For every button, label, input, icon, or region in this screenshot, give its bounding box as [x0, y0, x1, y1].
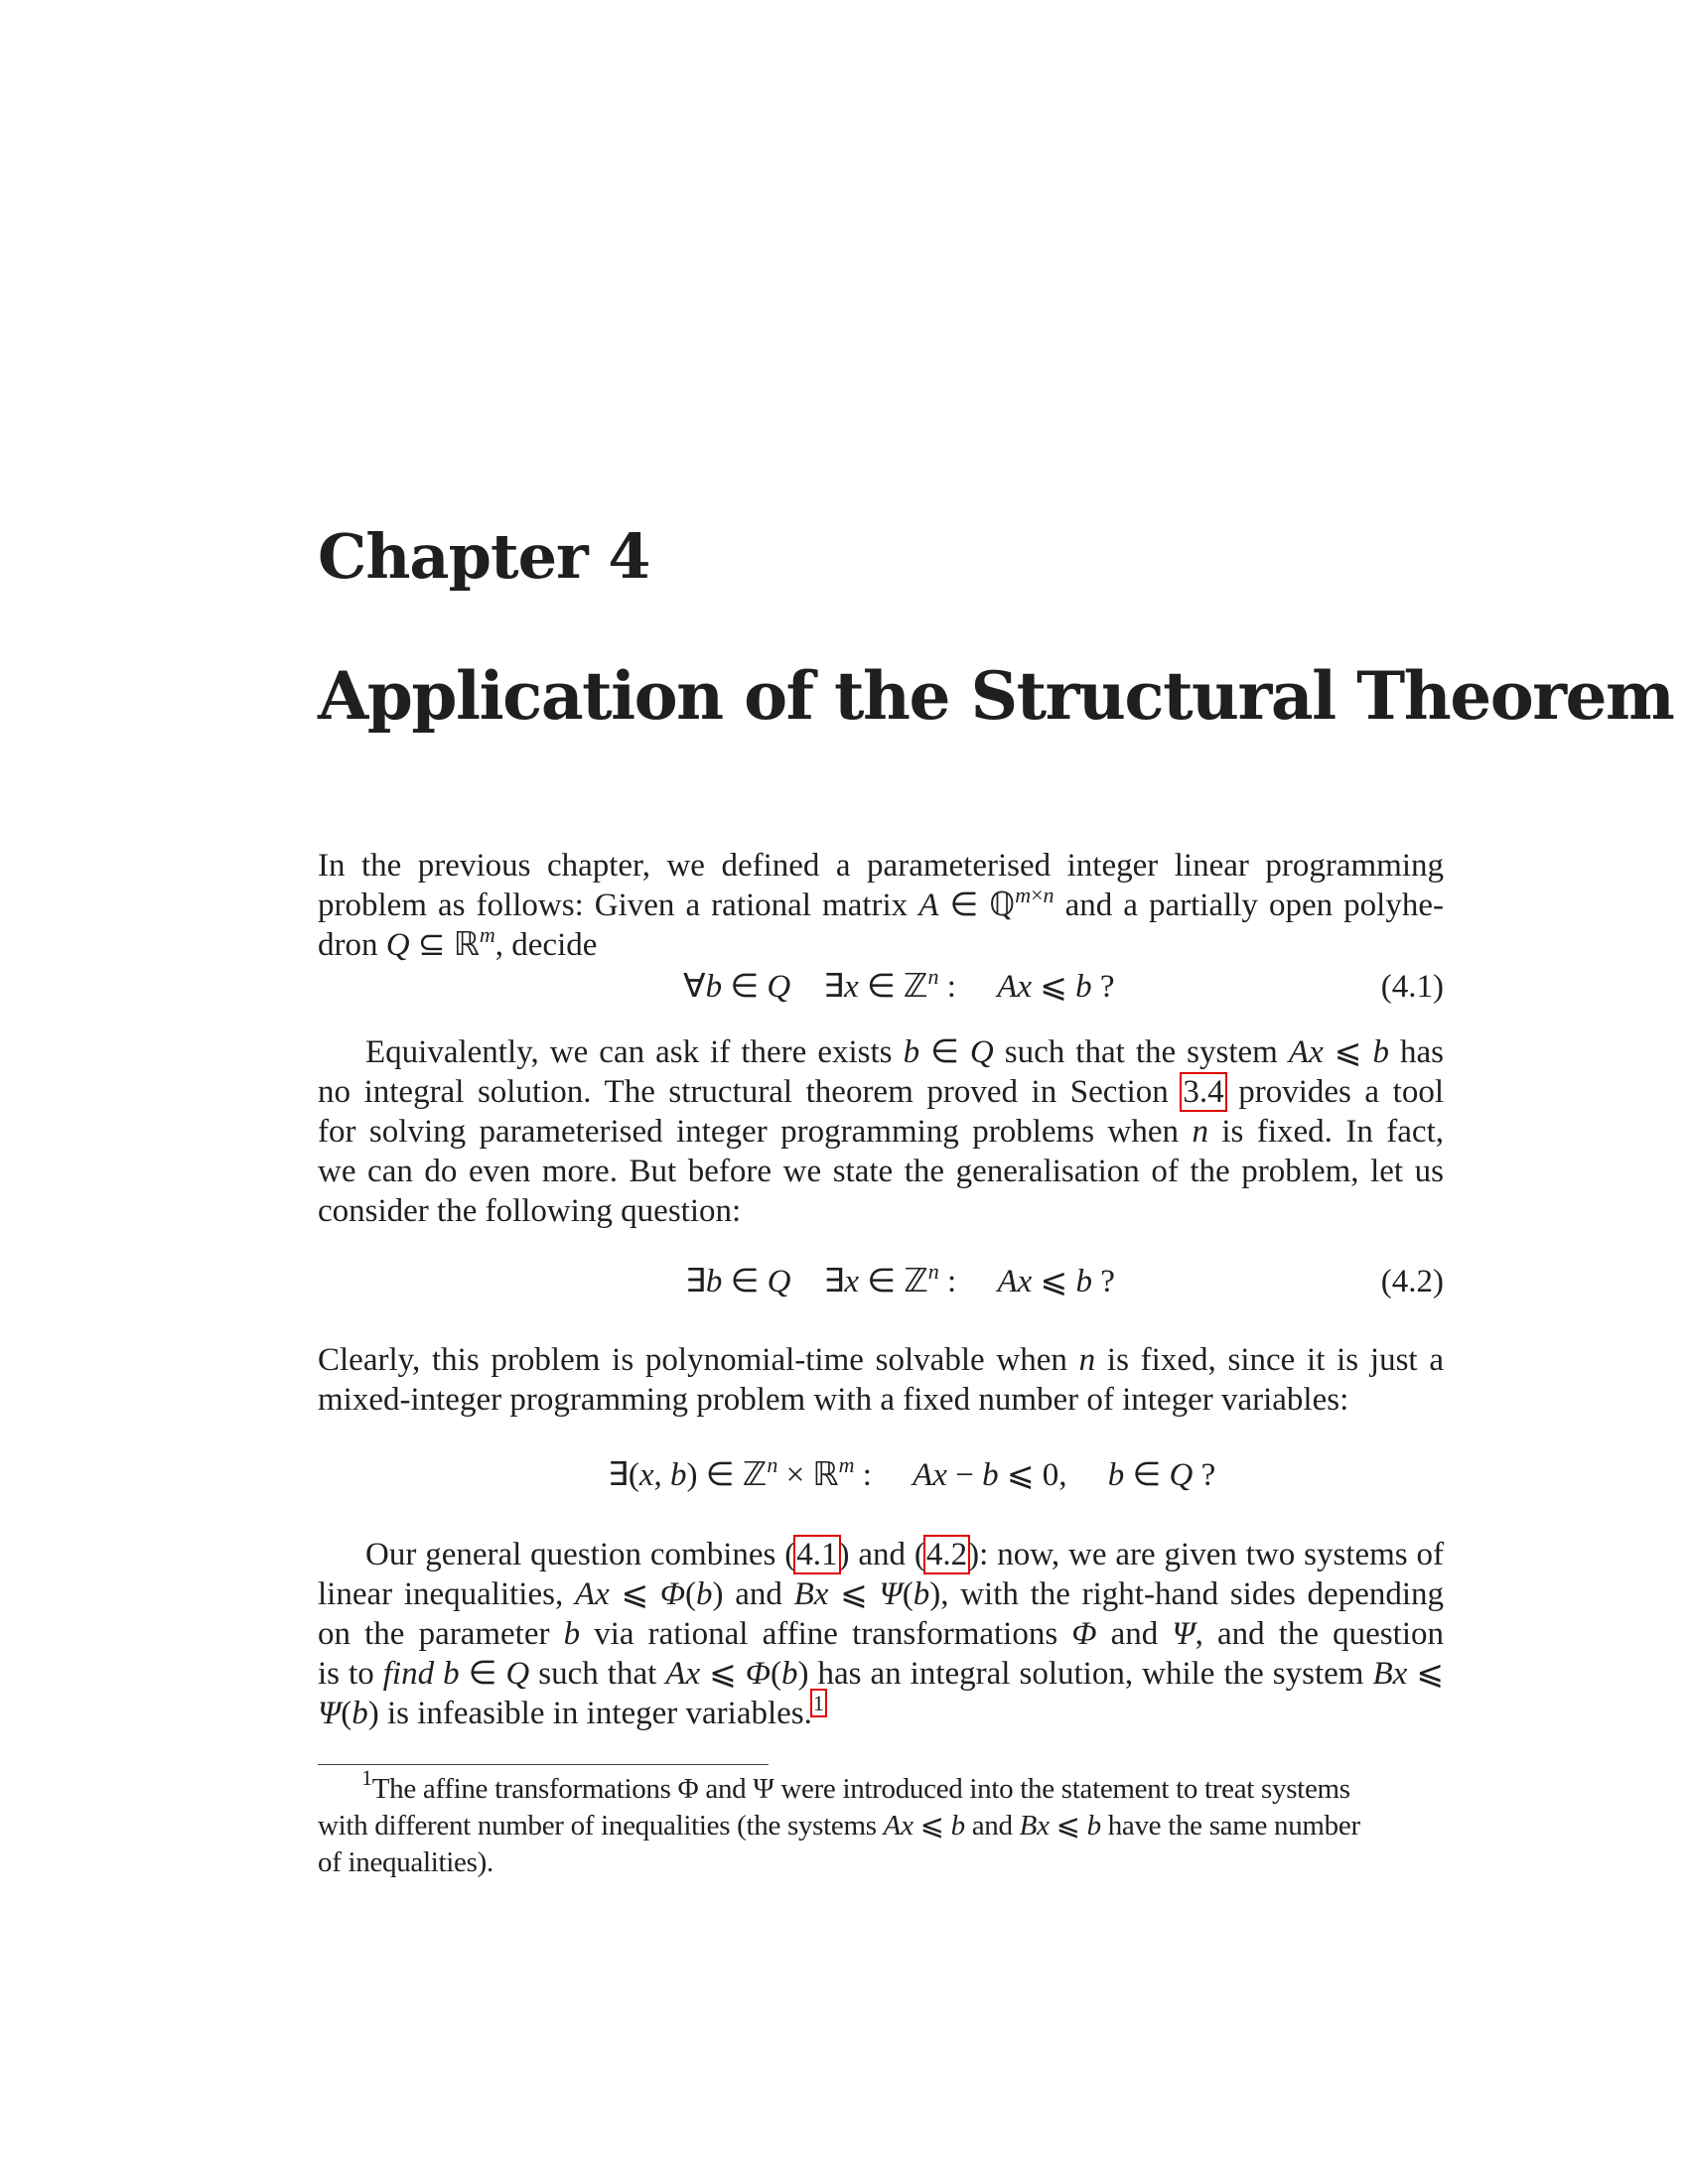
- equation-mixed-integer: ∃(x, b) ∈ ℤ$^n$ × ℝ$^m$ : Ax − b ⩽ 0, b ∈ Q ?: [608, 1452, 1216, 1493]
- equation-number-4-2: (4.2): [1380, 1264, 1444, 1299]
- paragraph-3-line-2: mixed-integer programming problem with a fixed number of integer variables:: [318, 1382, 1349, 1418]
- footnote-line-3: of inequalities).: [318, 1846, 493, 1878]
- footnote-1-link[interactable]: 1: [812, 1691, 824, 1715]
- paragraph-2-line-2: no integral solution. The structural theorem proved in Section 3.4 provides a tool: [318, 1074, 1445, 1110]
- footnote-line-2: with different number of inequalities (the systems Ax ⩽ b and Bx ⩽ b have the same number: [318, 1810, 1360, 1842]
- footnote-mark: 1: [361, 1765, 372, 1790]
- paragraph-4-line-1: Our general question combines (4.1) and (4.2): now, we are given two systems of: [365, 1537, 1445, 1572]
- equation-4-1: ∀b ∈ Q ∃x ∈ ℤ$^n$ : Ax ⩽ b ?: [683, 964, 1115, 1005]
- chapter-title: Application of the Structural Theorem: [318, 657, 1674, 735]
- paragraph-4-line-3: on the parameter b via rational affine transformations Φ and Ψ, and the question: [318, 1616, 1444, 1652]
- footnote-line-1: $^1$The affine transformations Φ and Ψ were introduced into the statement to treat systems: [361, 1765, 1350, 1805]
- equation-4-2: ∃b ∈ Q ∃x ∈ ℤ$^n$ : Ax ⩽ b ?: [685, 1259, 1115, 1299]
- paragraph-2-line-4: we can do even more. But before we state the generalisation of the problem, let us: [318, 1154, 1444, 1189]
- paragraph-2-line-5: consider the following question:: [318, 1193, 742, 1229]
- paragraph-1-line-1: In the previous chapter, we defined a parameterised integer linear programming: [318, 848, 1444, 884]
- paragraph-4-line-2: linear inequalities, Ax ⩽ Φ(b) and Bx ⩽ Ψ(b), with the right-hand sides depending: [318, 1576, 1445, 1612]
- equation-number-4-1: (4.1): [1380, 969, 1444, 1005]
- paragraph-2-line-1: Equivalently, we can ask if there exists b ∈ Q such that the system Ax ⩽ b has: [365, 1034, 1444, 1070]
- paragraph-1-line-2: problem as follows: Given a rational matrix A ∈ ℚ$^{m\times n}$ and a partially open polyhe-: [318, 883, 1444, 923]
- paragraph-4-line-5: Ψ(b) is infeasible in integer variables.$^1$: [318, 1691, 824, 1731]
- paragraph-3-line-1: Clearly, this problem is polynomial-time solvable when n is fixed, since it is just a: [318, 1342, 1444, 1378]
- paragraph-2-line-3: for solving parameterised integer programming problems when n is fixed. In fact,: [318, 1114, 1445, 1150]
- paragraph-1-line-3: dron Q ⊆ ℝ$^m$, decide: [318, 922, 598, 963]
- equation-4-2-link[interactable]: 4.2: [925, 1537, 968, 1572]
- equation-4-1-link[interactable]: 4.1: [796, 1537, 838, 1572]
- paragraph-4-line-4: is to find b ∈ Q such that Ax ⩽ Φ(b) has an integral solution, while the system Bx ⩽: [318, 1656, 1445, 1692]
- section-3-4-link[interactable]: 3.4: [1183, 1074, 1224, 1110]
- footnote-rule: [318, 1764, 769, 1765]
- chapter-label: Chapter 4: [318, 520, 650, 593]
